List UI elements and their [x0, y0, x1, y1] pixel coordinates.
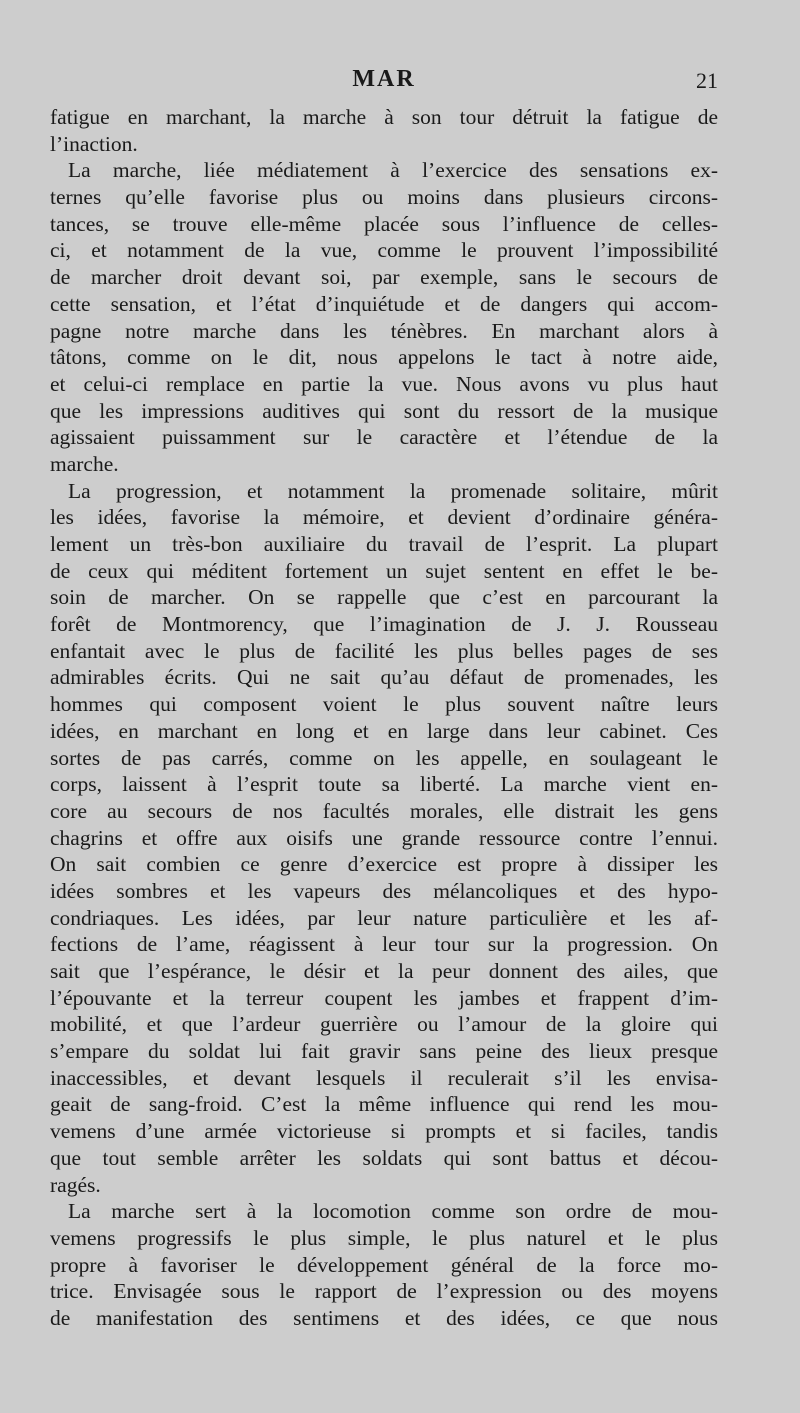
text-line: sortes de pas carrés, comme on les appelle, en soulageant le [50, 745, 718, 770]
text-line: ragés. [50, 1172, 101, 1197]
text-line: On sait combien ce genre d’exercice est propre à dissiper les [50, 852, 718, 877]
text-line: ternes qu’elle favorise plus ou moins dans plusieurs circons- [50, 185, 718, 210]
text-line: inaccessibles, et devant lesquels il reculerait s’il les envisa- [50, 1065, 718, 1090]
text-line: que les impressions auditives qui sont du ressort de la musique [50, 398, 718, 423]
text-line: idées, en marchant en long et en large dans leur cabinet. Ces [50, 718, 718, 743]
text-line: enfantait avec le plus de facilité les plus belles pages de ses [50, 638, 718, 663]
text-line: mobilité, et que l’ardeur guerrière ou l’amour de la gloire qui [50, 1012, 718, 1037]
body-text [50, 104, 718, 1332]
running-head: MAR [352, 66, 416, 92]
text-line: forêt de Montmorency, que l’imagination de J. J. Rousseau [50, 612, 718, 637]
text-line: de ceux qui méditent fortement un sujet sentent en effet le be- [50, 558, 718, 583]
text-line: fections de l’ame, réagissent à leur tour sur la progression. On [50, 932, 718, 957]
page-header [50, 62, 718, 102]
text-line: chagrins et offre aux oisifs une grande ressource contre l’ennui. [50, 825, 718, 850]
text-line: ci, et notamment de la vue, comme le prouvent l’impossibilité [50, 238, 718, 263]
text-line: l’inaction. [50, 131, 138, 156]
text-line: marche. [50, 451, 119, 476]
text-line: La marche, liée médiatement à l’exercice des sensations ex- [68, 158, 718, 183]
text-line: agissaient puissamment sur le caractère et l’étendue de la [50, 425, 718, 450]
text-line: tances, se trouve elle-même placée sous l’influence de celles- [50, 211, 718, 236]
text-line: condriaques. Les idées, par leur nature particulière et les af- [50, 905, 718, 930]
text-line: et celui-ci remplace en partie la vue. Nous avons vu plus haut [50, 371, 718, 396]
text-line: geait de sang-froid. C’est la même influence qui rend les mou- [50, 1092, 718, 1117]
text-line: admirables écrits. Qui ne sait qu’au défaut de promenades, les [50, 665, 718, 690]
text-line: l’épouvante et la terreur coupent les jambes et frappent d’im- [50, 985, 718, 1010]
text-line: sait que l’espérance, le désir et la peur donnent des ailes, que [50, 959, 718, 983]
text-line: pagne notre marche dans les ténèbres. En marchant alors à [50, 318, 718, 343]
text-line: hommes qui composent voient le plus souvent naître leurs [50, 692, 718, 717]
text-line: que tout semble arrêter les soldats qui sont battus et décou- [50, 1145, 718, 1170]
text-line: propre à favoriser le développement général de la force mo- [50, 1252, 718, 1277]
text-line: lement un très-bon auxiliaire du travail de l’esprit. La plupart [50, 532, 718, 556]
text-line: La progression, et notamment la promenade solitaire, mûrit [68, 478, 718, 503]
page-number: 21 [696, 68, 718, 93]
text-line: les idées, favorise la mémoire, et devient d’ordinaire généra- [50, 505, 718, 530]
text-line: de marcher droit devant soi, par exemple, sans le secours de [50, 265, 718, 290]
text-line: cette sensation, et l’état d’inquiétude et de dangers qui accom- [50, 291, 718, 316]
text-line: tâtons, comme on le dit, nous appelons le tact à notre aide, [50, 345, 718, 370]
text-line: trice. Envisagée sous le rapport de l’expression ou des moyens [50, 1279, 718, 1304]
text-line: La marche sert à la locomotion comme son ordre de mou- [68, 1199, 718, 1224]
text-line: fatigue en marchant, la marche à son tour détruit la fatigue de [50, 105, 718, 129]
text-line: corps, laissent à l’esprit toute sa liberté. La marche vient en- [50, 772, 718, 797]
text-line: vemens d’une armée victorieuse si prompts et si faciles, tandis [50, 1119, 718, 1144]
text-line: vemens progressifs le plus simple, le plus naturel et le plus [50, 1225, 718, 1250]
text-line: idées sombres et les vapeurs des mélancoliques et des hypo- [50, 878, 718, 903]
text-line: core au secours de nos facultés morales, elle distrait les gens [50, 798, 718, 823]
text-line: soin de marcher. On se rappelle que c’est en parcourant la [50, 585, 718, 610]
text-line: de manifestation des sentimens et des idées, ce que nous [50, 1305, 718, 1330]
text-line: s’empare du soldat lui fait gravir sans peine des lieux presque [50, 1039, 718, 1064]
